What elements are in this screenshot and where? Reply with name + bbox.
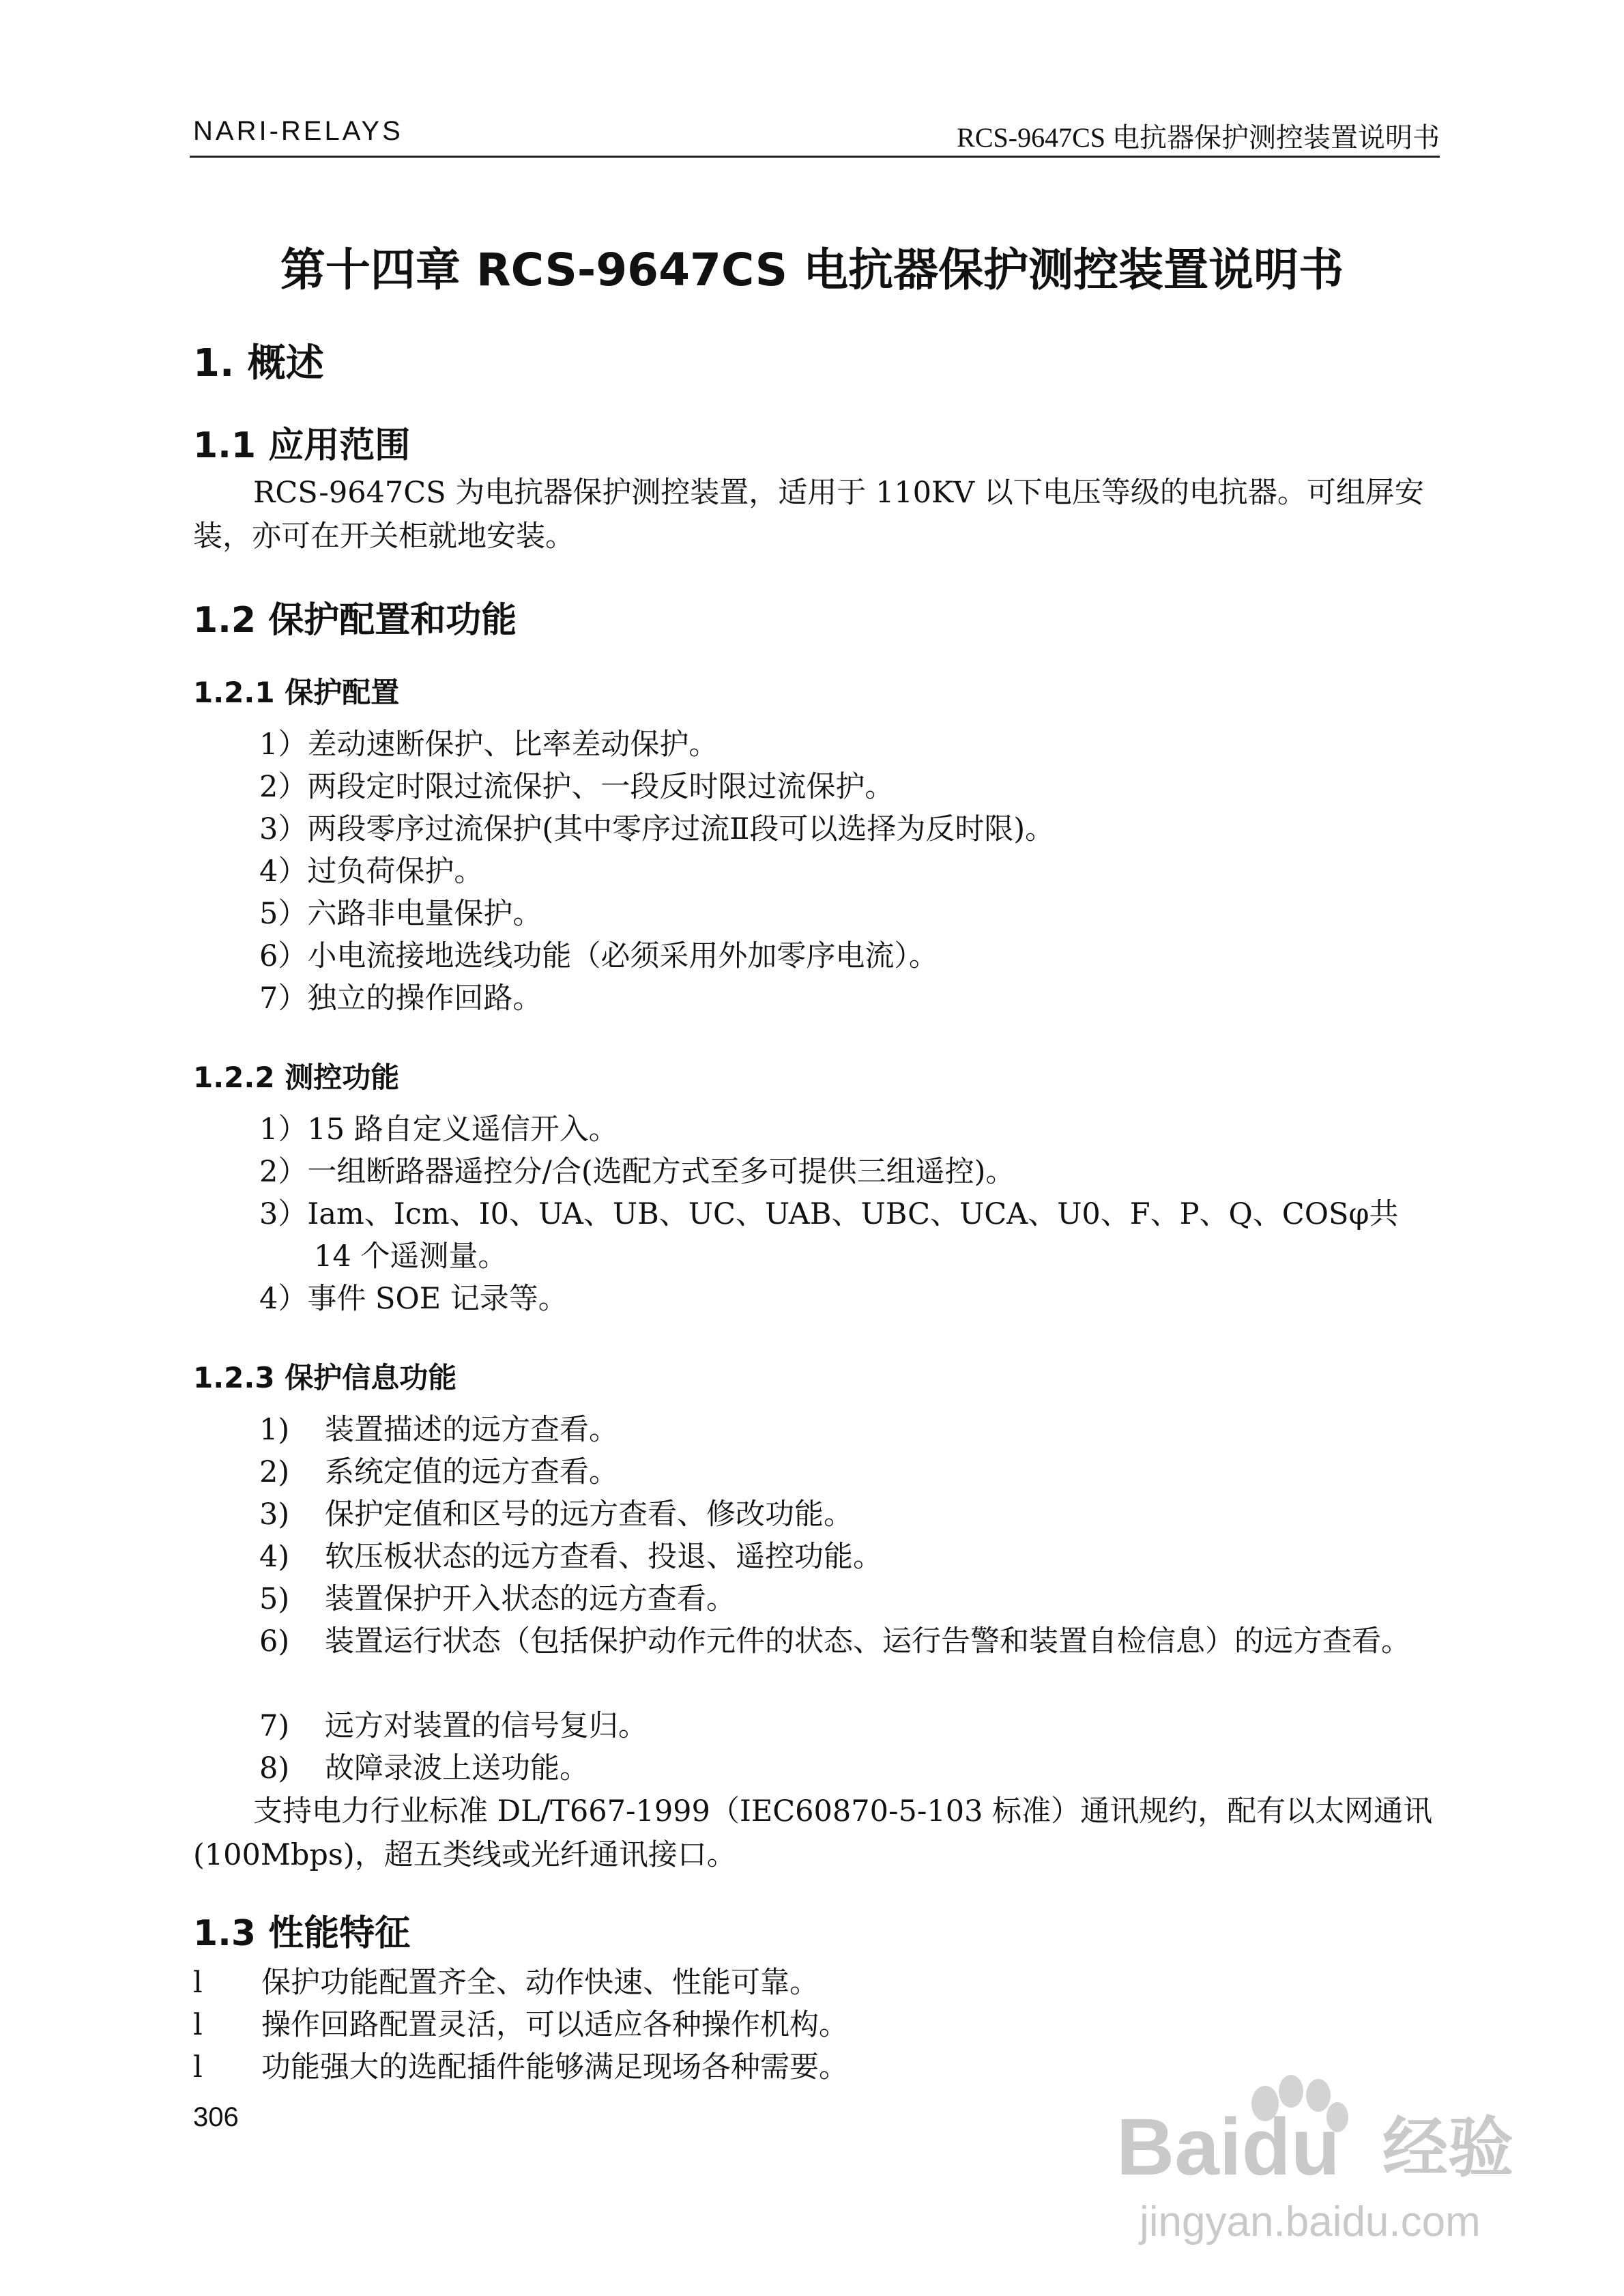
section-heading-1-2-3: 1.2.3 保护信息功能	[193, 1361, 457, 1394]
item-text: 装置描述的远方查看。	[325, 1413, 618, 1447]
item-text: 装置保护开入状态的远方查看。	[325, 1582, 736, 1616]
section-heading-1-3: 1.3 性能特征	[193, 1913, 411, 1954]
item-number: 6)	[259, 1624, 290, 1659]
list-item-continuation: 14 个遥测量。	[314, 1239, 508, 1274]
item-number: 2)	[259, 1455, 290, 1489]
item-number: 8)	[259, 1751, 290, 1785]
item-number: 3)	[259, 1497, 290, 1532]
numbered-item	[259, 1493, 1447, 1536]
section-heading-1-1: 1.1 应用范围	[193, 425, 411, 466]
item-text: 故障录波上送功能。	[325, 1751, 589, 1785]
list-item: 4）过负荷保护。	[259, 855, 484, 889]
item-text: 装置运行状态（包括保护动作元件的状态、运行告警和装置自检信息）的远方查看。	[325, 1624, 1410, 1659]
bullet-item	[193, 2046, 848, 2089]
header-left: NARI-RELAYS	[193, 116, 403, 146]
numbered-item	[259, 1747, 1447, 1790]
item-number: 5)	[259, 1582, 290, 1616]
paragraph-protocol: 支持电力行业标准 DL/T667-1999（IEC60870-5-103 标准）通讯规约，配有以太网通讯(100Mbps)，超五类线或光纤通讯接口。	[193, 1794, 1433, 1872]
item-number: 4)	[259, 1540, 290, 1574]
section-heading-1-2: 1.2 保护配置和功能	[193, 600, 517, 641]
watermark-cn: 经验	[1382, 2112, 1513, 2185]
section-heading-1-2-1: 1.2.1 保护配置	[193, 676, 400, 709]
section-heading-1-2-2: 1.2.2 测控功能	[193, 1061, 400, 1094]
bullet-mark: l	[193, 2008, 203, 2042]
header-right: RCS-9647CS 电抗器保护测控装置说明书	[957, 122, 1440, 153]
chapter-title: 第十四章 RCS-9647CS 电抗器保护测控装置说明书	[280, 244, 1344, 296]
item-text: 软压板状态的远方查看、投退、遥控功能。	[325, 1540, 882, 1574]
item-text: 保护定值和区号的远方查看、修改功能。	[325, 1497, 853, 1532]
item-text: 远方对装置的信号复归。	[325, 1709, 648, 1743]
numbered-item	[259, 1705, 1447, 1747]
bullet-mark: l	[193, 1966, 203, 2000]
page-number: 306	[193, 2102, 239, 2132]
bullet-text: 操作回路配置灵活，可以适应各种操作机构。	[261, 2008, 848, 2042]
list-item: 3）Iam、Icm、I0、UA、UB、UC、UAB、UBC、UCA、U0、F、P、Q、COSφ共	[259, 1197, 1399, 1231]
bullet-text: 功能强大的选配插件能够满足现场各种需要。	[261, 2050, 848, 2084]
numbered-item	[259, 1536, 1447, 1578]
list-item: 3）两段零序过流保护(其中零序过流Ⅱ段可以选择为反时限)。	[259, 812, 1055, 846]
list-item: 7）独立的操作回路。	[259, 981, 542, 1016]
list-item: 1）15 路自定义遥信开入。	[259, 1113, 618, 1147]
list-item: 5）六路非电量保护。	[259, 897, 542, 931]
watermark-brand: Baidu	[1116, 2102, 1340, 2192]
numbered-item	[259, 1451, 1447, 1493]
list-item: 2）一组断路器遥控分/合(选配方式至多可提供三组遥控)。	[259, 1155, 1015, 1189]
bullet-item	[193, 1962, 819, 2004]
header-rule	[190, 156, 1440, 158]
list-item: 1）差动速断保护、比率差动保护。	[259, 728, 719, 762]
baidu-jingyan-watermark	[1112, 2068, 1522, 2273]
numbered-item	[259, 1409, 1447, 1451]
bullet-text: 保护功能配置齐全、动作快速、性能可靠。	[261, 1966, 819, 2000]
item-number: 1)	[259, 1413, 290, 1447]
item-number: 7)	[259, 1709, 290, 1743]
watermark-url: jingyan.baidu.com	[1140, 2198, 1481, 2245]
paragraph-application-scope: RCS-9647CS 为电抗器保护测控装置，适用于 110KV 以下电压等级的电抗器。可组屏安装，亦可在开关柜就地安装。	[193, 476, 1424, 554]
numbered-item	[259, 1620, 1447, 1663]
bullet-item	[193, 2004, 848, 2046]
section-heading-1: 1. 概述	[193, 341, 324, 386]
item-text: 系统定值的远方查看。	[325, 1455, 618, 1489]
bullet-mark: l	[193, 2050, 203, 2084]
list-item: 4）事件 SOE 记录等。	[259, 1282, 568, 1316]
list-item: 2）两段定时限过流保护、一段反时限过流保护。	[259, 770, 895, 804]
numbered-item	[259, 1578, 1447, 1620]
list-item: 6）小电流接地选线功能（必须采用外加零序电流）。	[259, 939, 938, 973]
